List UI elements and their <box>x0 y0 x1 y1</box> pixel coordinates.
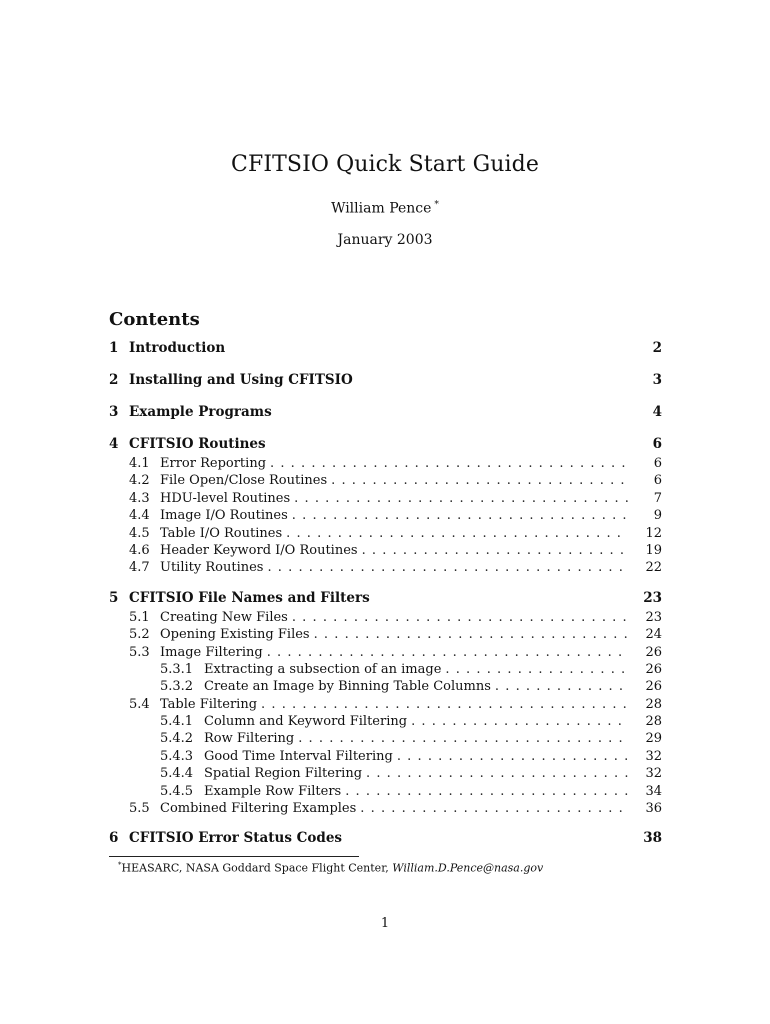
toc-section-2[interactable] <box>109 372 662 392</box>
toc-entry-title: Creating New Files <box>160 609 288 625</box>
toc-entry-5-4[interactable] <box>109 697 662 714</box>
toc-entry-4-5[interactable] <box>109 526 662 543</box>
toc-entry-title: Image I/O Routines <box>160 508 288 524</box>
document-title: CFITSIO Quick Start Guide <box>231 152 539 177</box>
toc-entry-number: 5.5 <box>129 801 150 817</box>
toc-entry-number: 5.2 <box>129 627 150 643</box>
toc-section-page: 6 <box>652 436 662 452</box>
toc-spacer <box>109 818 662 830</box>
toc-entry-title: Combined Filtering Examples <box>160 801 357 817</box>
toc-section-6[interactable] <box>109 830 662 850</box>
toc-entry-number: 5.1 <box>129 609 150 625</box>
toc-entry-page: 22 <box>645 560 662 576</box>
toc-entry-page: 36 <box>645 801 662 817</box>
toc-leader-dots <box>360 801 628 816</box>
toc-leader-dots <box>397 749 628 764</box>
toc-entry-title: Spatial Region Filtering <box>204 766 363 782</box>
toc-spacer <box>109 424 662 436</box>
toc-section-title: CFITSIO Routines <box>129 436 266 452</box>
toc-leader-dots <box>292 508 628 523</box>
toc-leader-dots <box>267 645 628 660</box>
table-of-contents <box>109 340 662 850</box>
toc-entry-number: 5.4.5 <box>160 783 194 799</box>
toc-entry-5-3-1[interactable] <box>109 662 662 679</box>
toc-entry-page: 6 <box>653 456 662 471</box>
toc-spacer <box>109 360 662 372</box>
page-number: 1 <box>380 916 390 931</box>
toc-entry-page: 9 <box>653 508 662 524</box>
toc-entry-title: Column and Keyword Filtering <box>204 714 408 730</box>
toc-entry-number: 4.2 <box>129 473 150 489</box>
toc-section-3[interactable] <box>109 404 662 424</box>
toc-entry-title: File Open/Close Routines <box>160 473 328 489</box>
toc-section-number: 4 <box>109 436 119 452</box>
toc-entry-4-2[interactable] <box>109 473 662 490</box>
toc-leader-dots <box>267 560 628 575</box>
toc-entry-5-4-4[interactable] <box>109 766 662 783</box>
toc-section-4[interactable] <box>109 436 662 456</box>
toc-section-page: 2 <box>652 340 662 356</box>
toc-entry-number: 4.5 <box>129 525 150 541</box>
toc-entry-5-4-5[interactable] <box>109 784 662 801</box>
toc-entry-5-1[interactable] <box>109 610 662 627</box>
toc-entry-title: Row Filtering <box>204 731 295 747</box>
toc-entry-page: 6 <box>653 473 662 489</box>
toc-entry-title: Table I/O Routines <box>160 525 283 541</box>
toc-entry-4-1[interactable] <box>109 456 662 473</box>
contents-heading: Contents <box>109 309 200 330</box>
toc-leader-dots <box>366 766 628 781</box>
toc-section-title: CFITSIO File Names and Filters <box>129 589 370 606</box>
toc-leader-dots <box>495 679 628 694</box>
toc-section-number: 6 <box>109 830 119 847</box>
toc-entry-page: 29 <box>645 731 662 747</box>
toc-entry-title: Extracting a subsection of an image <box>204 661 442 677</box>
toc-section-page: 23 <box>643 589 662 606</box>
toc-section-number: 3 <box>109 404 119 420</box>
toc-leader-dots <box>331 473 628 488</box>
toc-entry-page: 32 <box>645 748 662 764</box>
toc-entry-number: 5.4.4 <box>160 766 194 782</box>
author-footnote-mark: * <box>434 200 439 210</box>
toc-entry-number: 4.3 <box>129 490 150 506</box>
toc-spacer <box>109 578 662 590</box>
toc-section-1[interactable] <box>109 340 662 360</box>
author-line <box>0 200 770 217</box>
footnote-email: William.D.Pence@nasa.gov <box>392 861 544 875</box>
footnote-rule <box>109 856 359 857</box>
toc-section-page: 4 <box>652 404 662 420</box>
toc-entry-title: Create an Image by Binning Table Columns <box>204 679 491 695</box>
toc-leader-dots <box>411 714 628 729</box>
toc-leader-dots <box>286 526 628 541</box>
toc-entry-5-3-2[interactable] <box>109 679 662 696</box>
toc-entry-5-5[interactable] <box>109 801 662 818</box>
toc-entry-5-4-1[interactable] <box>109 714 662 731</box>
toc-entry-page: 23 <box>645 609 662 625</box>
toc-entry-4-4[interactable] <box>109 508 662 525</box>
toc-leader-dots <box>345 784 628 799</box>
toc-entry-page: 19 <box>645 542 662 558</box>
toc-entry-title: Header Keyword I/O Routines <box>160 542 358 558</box>
toc-leader-dots <box>292 610 628 625</box>
toc-entry-number: 5.4 <box>129 696 150 712</box>
toc-entry-page: 32 <box>645 766 662 782</box>
toc-entry-5-4-3[interactable] <box>109 749 662 766</box>
toc-section-title: CFITSIO Error Status Codes <box>129 830 343 847</box>
toc-entry-page: 34 <box>645 783 662 799</box>
toc-entry-5-2[interactable] <box>109 627 662 644</box>
toc-entry-4-6[interactable] <box>109 543 662 560</box>
toc-entry-number: 4.6 <box>129 542 150 558</box>
footnote <box>118 861 543 875</box>
toc-leader-dots <box>314 627 628 642</box>
toc-entry-number: 5.3 <box>129 644 150 660</box>
toc-entry-title: Good Time Interval Filtering <box>204 748 393 764</box>
toc-entry-page: 24 <box>645 627 662 643</box>
toc-section-number: 5 <box>109 589 119 606</box>
toc-section-title: Installing and Using CFITSIO <box>129 372 353 388</box>
toc-leader-dots <box>298 731 628 746</box>
toc-leader-dots <box>261 697 628 712</box>
toc-entry-title: Example Row Filters <box>204 783 342 799</box>
toc-entry-number: 4.7 <box>129 560 150 576</box>
toc-entry-page: 28 <box>645 714 662 730</box>
toc-entry-number: 5.3.1 <box>160 661 194 677</box>
toc-section-page: 38 <box>643 830 662 847</box>
toc-section-title: Introduction <box>129 340 226 356</box>
toc-leader-dots <box>294 491 628 506</box>
toc-entry-4-3[interactable] <box>109 491 662 508</box>
toc-section-title: Example Programs <box>129 404 272 420</box>
toc-entry-page: 7 <box>653 490 662 506</box>
toc-spacer <box>109 392 662 404</box>
author-name: William Pence <box>331 200 432 217</box>
toc-leader-dots <box>270 456 628 471</box>
toc-entry-5-4-2[interactable] <box>109 731 662 748</box>
toc-section-number: 2 <box>109 372 119 388</box>
toc-entry-title: HDU-level Routines <box>160 490 291 506</box>
toc-entry-title: Image Filtering <box>160 644 263 660</box>
toc-entry-number: 5.4.2 <box>160 731 194 747</box>
toc-entry-page: 26 <box>645 644 662 660</box>
toc-entry-page: 28 <box>645 696 662 712</box>
toc-entry-number: 4.4 <box>129 508 150 524</box>
toc-entry-number: 4.1 <box>129 456 150 471</box>
toc-section-number: 1 <box>109 340 119 356</box>
toc-entry-page: 26 <box>645 679 662 695</box>
toc-entry-title: Utility Routines <box>160 560 264 576</box>
toc-entry-page: 26 <box>645 661 662 677</box>
document-date: January 2003 <box>337 232 433 248</box>
toc-entry-number: 5.4.1 <box>160 714 194 730</box>
footnote-mark: * <box>118 861 122 869</box>
toc-section-5[interactable] <box>109 590 662 610</box>
toc-leader-dots <box>362 543 628 558</box>
toc-section-page: 3 <box>652 372 662 388</box>
toc-entry-title: Opening Existing Files <box>160 627 310 643</box>
toc-entry-5-3[interactable] <box>109 645 662 662</box>
toc-entry-title: Error Reporting <box>160 456 267 471</box>
toc-entry-4-7[interactable] <box>109 560 662 577</box>
toc-leader-dots <box>445 662 628 677</box>
toc-entry-page: 12 <box>645 525 662 541</box>
footnote-text: HEASARC, NASA Goddard Space Flight Center, <box>121 861 393 875</box>
toc-entry-number: 5.3.2 <box>160 679 194 695</box>
toc-entry-number: 5.4.3 <box>160 748 194 764</box>
toc-entry-title: Table Filtering <box>160 696 258 712</box>
